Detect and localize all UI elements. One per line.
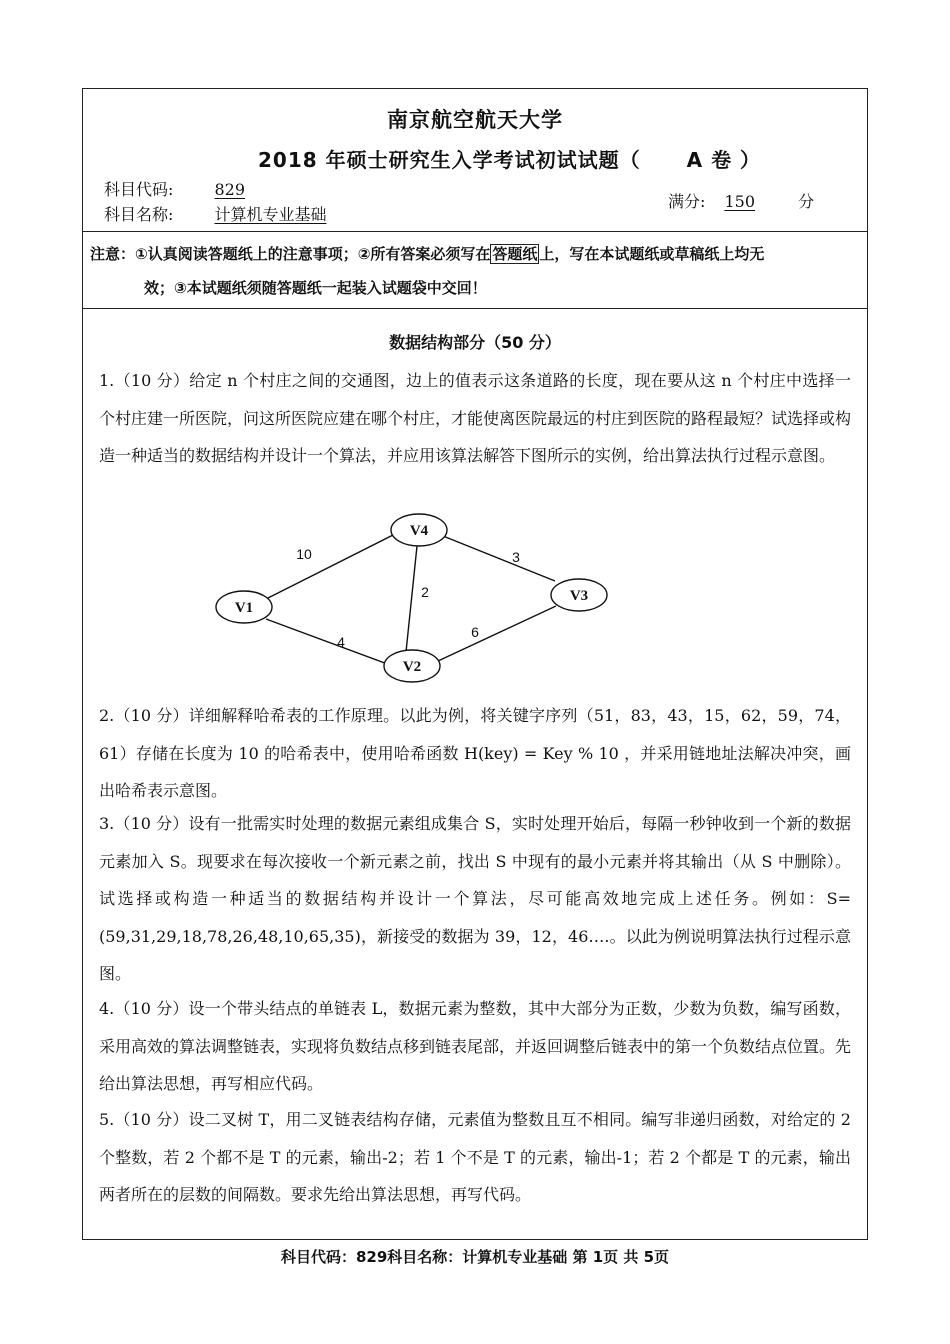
weight-v4-v2: 2 — [421, 584, 429, 600]
subject-name-value: 计算机专业基础 — [214, 205, 327, 224]
weight-v4-v3: 3 — [512, 549, 520, 565]
page-footer: 科目代码：829科目名称：计算机专业基础 第 1页 共 5页 — [280, 1248, 670, 1266]
answer-sheet-box: 答题纸 — [492, 245, 538, 263]
node-label-v4: V4 — [409, 523, 429, 539]
node-label-v2: V2 — [402, 659, 422, 675]
subject-name-label: 科目名称: — [104, 205, 174, 224]
edge-v1-v4 — [268, 534, 395, 598]
question-3: 3.（10 分）设有一批需实时处理的数据元素组成集合 S，实时处理开始后，每隔一秒钟收到一个新的数据元素加入 S。现要求在每次接收一个新元素之前，找出 S 中现有的最小元素并将其输出（从 S 中删除）。试选择或构造一种适当的数据结构并设计一个算法，尽可能高效地完成上述任务。例如：S=(59,31,29,18,78,26,48,10,65,35)，新接受的数据为 39，12，46….。以此为例说明算法执行过程示意图。 — [99, 814, 851, 983]
subject-name-row — [104, 202, 327, 225]
node-label-v1: V1 — [234, 600, 254, 616]
weight-v1-v2: 4 — [337, 634, 345, 650]
question-4: 4.（10 分）设一个带头结点的单链表 L，数据元素为整数，其中大部分为正数，少数为负数，编写函数，采用高效的算法调整链表，实现将负数结点移到链表尾部，并返回调整后链表中的第一个负数结点位置。先给出算法思想，再写相应代码。 — [99, 999, 852, 1093]
section-title: 数据结构部分（50 分） — [389, 333, 561, 352]
notice-block — [90, 237, 862, 305]
node-label-v3: V3 — [569, 588, 589, 604]
notice-divider — [82, 308, 868, 309]
edge-v4-v2 — [406, 546, 417, 652]
subject-code-label: 科目代码: — [104, 180, 174, 199]
paper-label: A 卷 ） — [686, 148, 762, 172]
score-label: 满分: — [668, 192, 706, 211]
score-unit: 分 — [798, 192, 815, 211]
question-1: 1.（10 分）给定 n 个村庄之间的交通图，边上的值表示这条道路的长度，现在要从这 n 个村庄中选择一个村庄建一所医院，问这所医院应建在哪个村庄，才能使离医院最远的村庄到医院的路程最短？试选择或构造一种适当的数据结构并设计一个算法，并应用该算法解答下图所示的实例，给出算法执行过程示意图。 — [99, 371, 852, 465]
exam-title-text: 2018 年硕士研究生入学考试初试试题（ — [258, 148, 641, 172]
exam-title — [258, 144, 761, 173]
notice-line1-a: 注意：①认真阅读答题纸上的注意事项；②所有答案必须写在 — [90, 245, 491, 263]
question-5: 5.（10 分）设二叉树 T，用二叉链表结构存储，元素值为整数且互不相同。编写非递归函数，对给定的 2 个整数，若 2 个都不是 T 的元素，输出-2；若 1 个不是 T 的元素，输出-1；若 2 个都是 T 的元素，输出两者所在的层数的间隔数。要求先给出算法思想，再写代码。 — [99, 1110, 851, 1204]
notice-line2: 效；③本试题纸须随答题纸一起装入试题袋中交回！ — [144, 279, 487, 297]
subject-code-value: 829 — [214, 180, 246, 199]
edge-v2-v3 — [438, 606, 556, 661]
question-2: 2.（10 分）详细解释哈希表的工作原理。以此为例，将关键字序列（51，83，43，15，62，59，74，61）存储在长度为 10 的哈希表中，使用哈希函数 H(key) = Key % 10 ，并采用链地址法解决冲突，画出哈希表示意图。 — [99, 706, 851, 800]
school-name: 南京航空航天大学 — [387, 108, 563, 132]
weight-v2-v3: 6 — [471, 624, 479, 640]
header-divider — [82, 231, 868, 232]
notice-line1-b: 上，写在本试题纸或草稿纸上均无 — [539, 245, 765, 263]
score-value: 150 — [724, 192, 756, 211]
edge-v1-v2 — [266, 619, 390, 665]
edge-v4-v3 — [443, 536, 555, 581]
village-graph — [200, 508, 620, 693]
score-row — [668, 189, 814, 212]
subject-code-row — [104, 177, 245, 200]
weight-v1-v4: 10 — [296, 546, 312, 562]
